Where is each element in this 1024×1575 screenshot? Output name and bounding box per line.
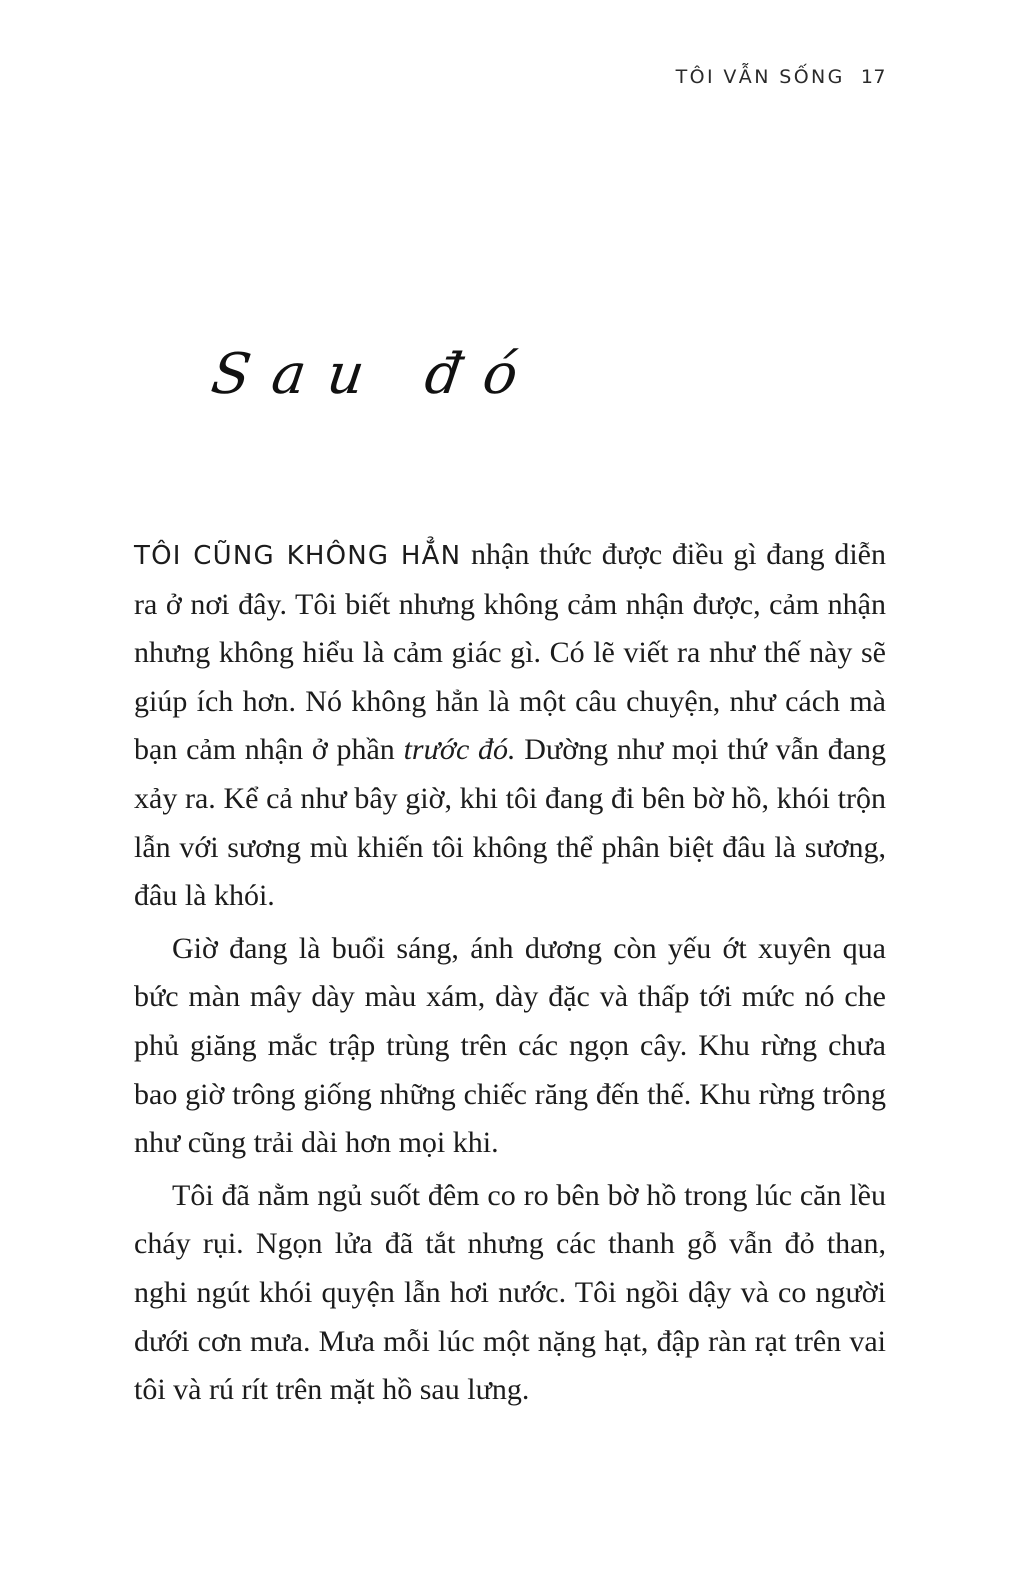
chapter-title: Sau đó [207, 342, 544, 407]
paragraph-text: Dường như mọi thứ vẫn đang xảy ra. Kể cả như bây giờ, khi tôi đang đi bên bờ hồ, khói trộn lẫn với sương mù khiến tôi không thể phân biệt đâu là sương, đâu là khói. [134, 733, 887, 913]
paragraph: Giờ đang là buổi sáng, ánh dương còn yếu ớt xuyên qua bức màn mây dày màu xám, dày đặc và thấp tới mức nó che phủ giăng mắc trập trùng trên các ngọn cây. Khu rừng chưa bao giờ trông giống những chiếc răng đến thế. Khu rừng trông như cũng trải dài hơn mọi khi. [134, 931, 886, 1160]
paragraph [134, 531, 886, 921]
running-title: TÔI VẪN SỐNG [675, 66, 845, 88]
paragraph: Tôi đã nằm ngủ suốt đêm co ro bên bờ hồ trong lúc căn lều cháy rụi. Ngọn lửa đã tắt nhưng các thanh gỗ vẫn đỏ than, nghi ngút khói quyện lẫn hơi nước. Tôi ngồi dậy và co người dưới cơn mưa. Mưa mỗi lúc một nặng hạt, đập ràn rạt trên vai tôi và rú rít trên mặt hồ sau lưng. [134, 1178, 886, 1407]
italic-phrase: trước đó. [403, 733, 516, 767]
running-header [676, 66, 886, 88]
body-text [134, 531, 886, 1415]
paragraph-lead-in: TÔI CŨNG KHÔNG HẲN [134, 541, 462, 571]
paragraph-text: nhận thức được điều gì đang diễn ra ở nơi đây. Tôi biết nhưng không cảm nhận được, cảm nhận nhưng không hiểu là cảm giác gì. Có lẽ viết ra như thế này sẽ giúp ích hơn. Nó không hẳn là một câu chuyện, như cách mà bạn cảm nhận ở phần [134, 538, 886, 767]
page-number: 17 [860, 66, 886, 88]
